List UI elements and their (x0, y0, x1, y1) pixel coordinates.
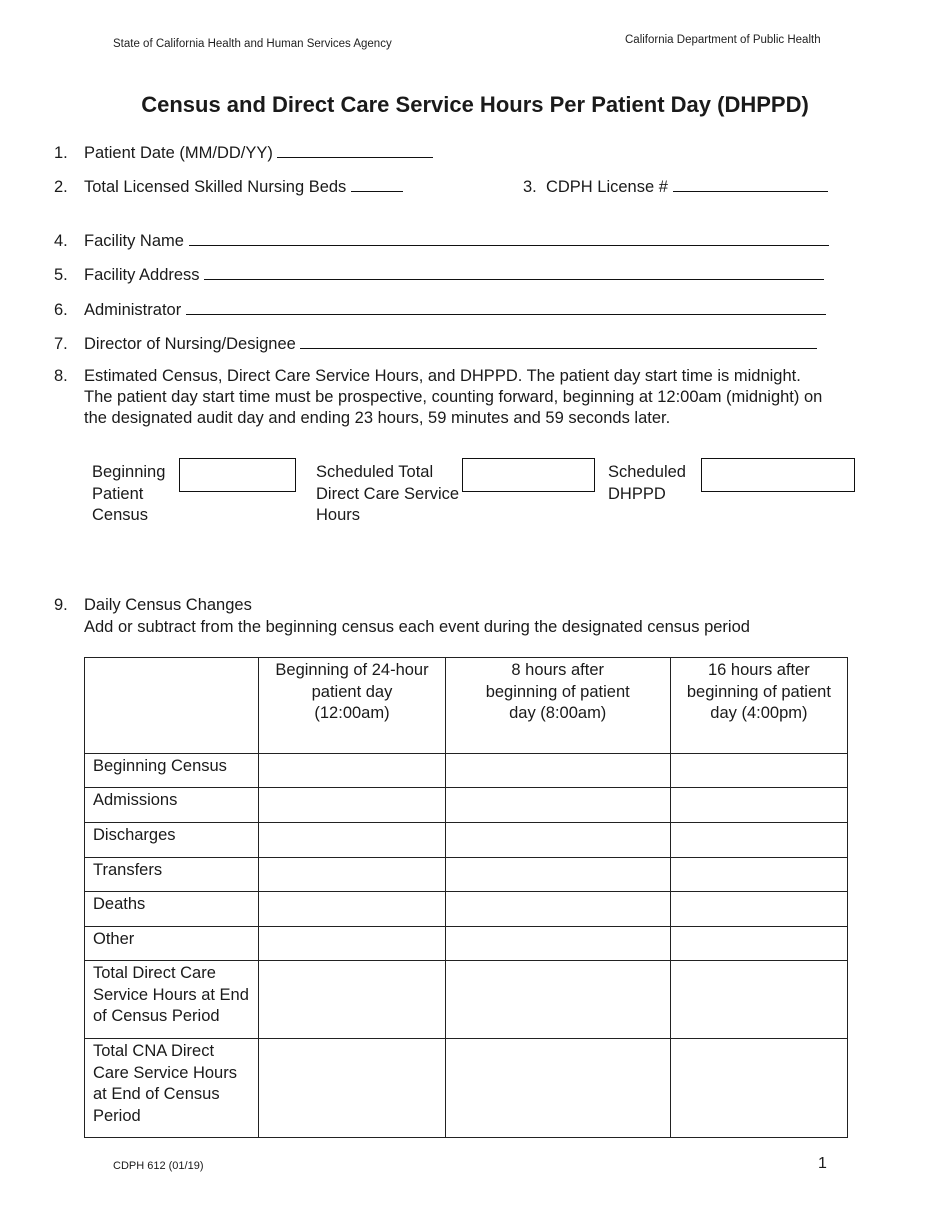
page-title: Census and Direct Care Service Hours Per Patient Day (DHPPD) (141, 92, 809, 117)
scheduled-dhppd-box[interactable] (701, 458, 855, 492)
scheduled-hours-box[interactable] (462, 458, 595, 492)
scheduled-dhppd-label: Scheduled DHPPD (608, 463, 686, 503)
page-number: 1 (818, 1155, 827, 1172)
field-label: CDPH License # (545, 178, 668, 196)
table-cell[interactable] (670, 788, 847, 823)
table-cell[interactable] (670, 823, 847, 858)
table-cell[interactable] (670, 754, 847, 788)
row-label: Total CNA Direct Care Service Hours at End of Census Period (85, 1039, 259, 1138)
row-label: Beginning Census (85, 754, 259, 788)
director-of-nursing-input[interactable] (300, 333, 817, 349)
row-label: Admissions (85, 788, 259, 823)
table-cell[interactable] (445, 1039, 670, 1138)
item9-number: 9. (54, 596, 68, 614)
item8-number: 8. (54, 367, 68, 385)
column-header: Beginning of 24-hour patient day (12:00am) (259, 658, 445, 754)
field-label: Facility Address (84, 266, 200, 284)
table-cell[interactable] (445, 754, 670, 788)
patient-date-input[interactable] (277, 142, 433, 158)
field-patient-date (54, 142, 433, 163)
item-number: 7. (54, 335, 68, 353)
census-table (84, 657, 848, 1138)
item-number: 3. (523, 178, 537, 196)
table-cell[interactable] (445, 961, 670, 1039)
table-row (85, 788, 848, 823)
table-cell[interactable] (445, 927, 670, 961)
table-cell[interactable] (259, 892, 445, 927)
table-cell[interactable] (259, 1039, 445, 1138)
table-cell[interactable] (670, 927, 847, 961)
field-label: Total Licensed Skilled Nursing Beds (84, 178, 347, 196)
table-cell[interactable] (670, 892, 847, 927)
item9-subtitle: Add or subtract from the beginning census each event during the designated census period (84, 618, 750, 636)
cdph-license-input[interactable] (673, 176, 828, 192)
field-licensed-beds (54, 176, 403, 197)
field-label: Patient Date (MM/DD/YY) (84, 144, 273, 162)
scheduled-hours-label: Scheduled Total Direct Care Service Hours (316, 463, 460, 524)
row-label: Transfers (85, 858, 259, 892)
table-cell[interactable] (259, 927, 445, 961)
field-label: Facility Name (84, 232, 184, 250)
row-label: Discharges (85, 823, 259, 858)
licensed-beds-input[interactable] (351, 176, 403, 192)
table-cell[interactable] (445, 892, 670, 927)
item-number: 2. (54, 178, 68, 196)
item9-title: Daily Census Changes (84, 596, 252, 614)
field-administrator (54, 299, 826, 320)
column-header (85, 658, 259, 754)
row-label: Deaths (85, 892, 259, 927)
item-number: 5. (54, 266, 68, 284)
field-label: Administrator (84, 301, 182, 319)
item-number: 6. (54, 301, 68, 319)
column-header: 8 hours after beginning of patient day (8:00am) (445, 658, 670, 754)
table-header-row (85, 658, 848, 754)
item8-instructions: Estimated Census, Direct Care Service Hours, and DHPPD. The patient day start time is midnight. The patient day start time must be prospective, counting forward, beginning at 12:00am (midnight) on the designated audit day and ending 23 hours, 59 minutes and 59 seconds later. (84, 367, 823, 427)
table-cell[interactable] (259, 961, 445, 1039)
table-cell[interactable] (445, 858, 670, 892)
table-cell[interactable] (670, 1039, 847, 1138)
column-header: 16 hours after beginning of patient day (4:00pm) (670, 658, 847, 754)
administrator-input[interactable] (186, 299, 826, 315)
table-cell[interactable] (259, 823, 445, 858)
field-label: Director of Nursing/Designee (84, 335, 296, 353)
department-header: California Department of Public Health (625, 34, 821, 46)
table-row (85, 754, 848, 788)
table-cell[interactable] (445, 823, 670, 858)
field-director-of-nursing (54, 333, 817, 354)
item-number: 1. (54, 144, 68, 162)
table-cell[interactable] (670, 961, 847, 1039)
field-facility-address (54, 264, 824, 285)
table-cell[interactable] (259, 858, 445, 892)
beginning-census-box[interactable] (179, 458, 296, 492)
table-row (85, 1039, 848, 1138)
table-cell[interactable] (259, 754, 445, 788)
item-number: 4. (54, 232, 68, 250)
table-row (85, 927, 848, 961)
table-cell[interactable] (670, 858, 847, 892)
row-label: Other (85, 927, 259, 961)
agency-header: State of California Health and Human Services Agency (113, 38, 392, 50)
facility-name-input[interactable] (189, 230, 829, 246)
field-cdph-license (523, 176, 828, 197)
table-row (85, 823, 848, 858)
table-cell[interactable] (259, 788, 445, 823)
facility-address-input[interactable] (204, 264, 824, 280)
beginning-census-label: Beginning Patient Census (92, 463, 166, 524)
field-facility-name (54, 230, 829, 251)
table-row (85, 892, 848, 927)
table-row (85, 858, 848, 892)
table-cell[interactable] (445, 788, 670, 823)
table-row (85, 961, 848, 1039)
form-id: CDPH 612 (01/19) (113, 1160, 204, 1172)
row-label: Total Direct Care Service Hours at End of Census Period (85, 961, 259, 1039)
